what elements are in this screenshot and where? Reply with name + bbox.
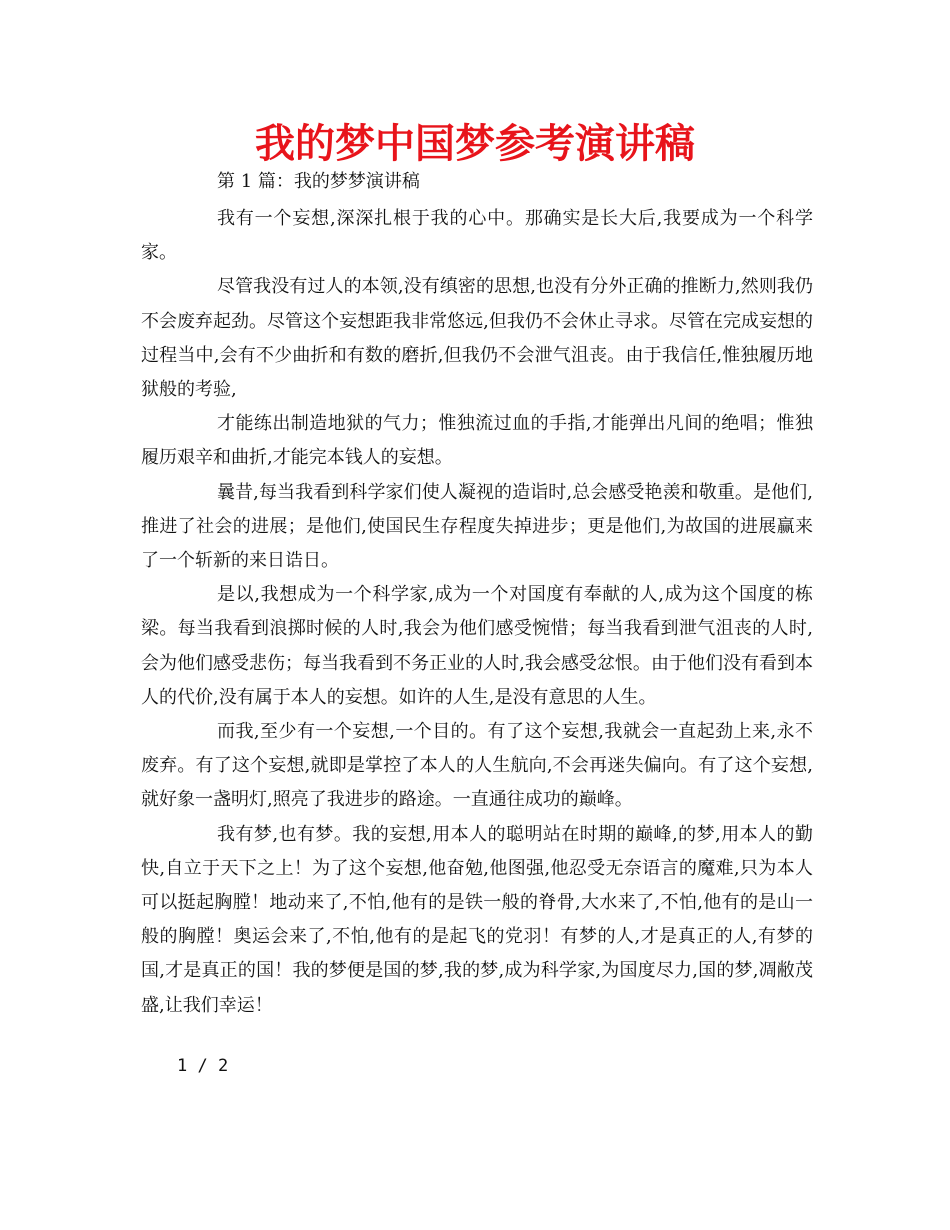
paragraph: 我有梦,也有梦。我的妄想,用本人的聪明站在时期的巅峰,的梦,用本人的勤快,自立于天下之上！为了这个妄想,他奋勉,他图强,他忍受无奈语言的魔难,只为本人可以挺起胸膛！地动来了,不怕,他有的是铁一般的脊骨,大水来了,不怕,他有的是山一般的胸膛！奥运会来了,不怕,他有的是起飞的党羽！有梦的人,才是真正的人,有梦的国,才是真正的国！我的梦便是国的梦,我的梦,成为科学家,为国度尽力,国的梦,凋敝茂盛,让我们幸运！ bbox=[141, 823, 813, 1016]
body-text bbox=[141, 202, 813, 1023]
paragraph: 而我,至少有一个妄想,一个目的。有了这个妄想,我就会一直起劲上来,永不废弃。有了这个妄想,就即是掌控了本人的人生航向,不会再迷失偏向。有了这个妄想,就好象一盏明灯,照亮了我进步的路途。一直通往成功的巅峰。 bbox=[141, 721, 813, 811]
paragraph: 曩昔,每当我看到科学家们使人凝视的造诣时,总会感受艳羡和敬重。是他们,推进了社会的进展；是他们,使国民生存程度失掉进步；更是他们,为故国的进展赢来了一个斩新的来日诰日。 bbox=[141, 481, 813, 572]
document-title: 我的梦中国梦参考演讲稿 bbox=[255, 121, 695, 167]
page-indicator: 1 / 2 bbox=[177, 1056, 229, 1076]
paragraph: 我有一个妄想,深深扎根于我的心中。那确实是长大后,我要成为一个科学家。 bbox=[141, 208, 813, 264]
paragraph: 才能练出制造地狱的气力；惟独流过血的手指,才能弹出凡间的绝唱；惟独履历艰辛和曲折,才能完本钱人的妄想。 bbox=[141, 413, 813, 469]
section-heading: 第 1 篇：我的梦梦演讲稿 bbox=[217, 171, 420, 192]
paragraph: 是以,我想成为一个科学家,成为一个对国度有奉献的人,成为这个国度的栋梁。每当我看到浪掷时候的人时,我会为他们感受惋惜；每当我看到泄气沮丧的人时,会为他们感受悲伤；每当我看到不务正业的人时,我会感受忿恨。由于他们没有看到本人的代价,没有属于本人的妄想。如许的人生,是没有意思的人生。 bbox=[141, 584, 813, 708]
paragraph: 尽管我没有过人的本领,没有缜密的思想,也没有分外正确的推断力,然则我仍不会废弃起劲。尽管这个妄想距我非常悠远,但我仍不会休止寻求。尽管在完成妄想的过程当中,会有不少曲折和有数的磨折,但我仍不会泄气沮丧。由于我信任,惟独履历地狱般的考验, bbox=[141, 276, 813, 401]
